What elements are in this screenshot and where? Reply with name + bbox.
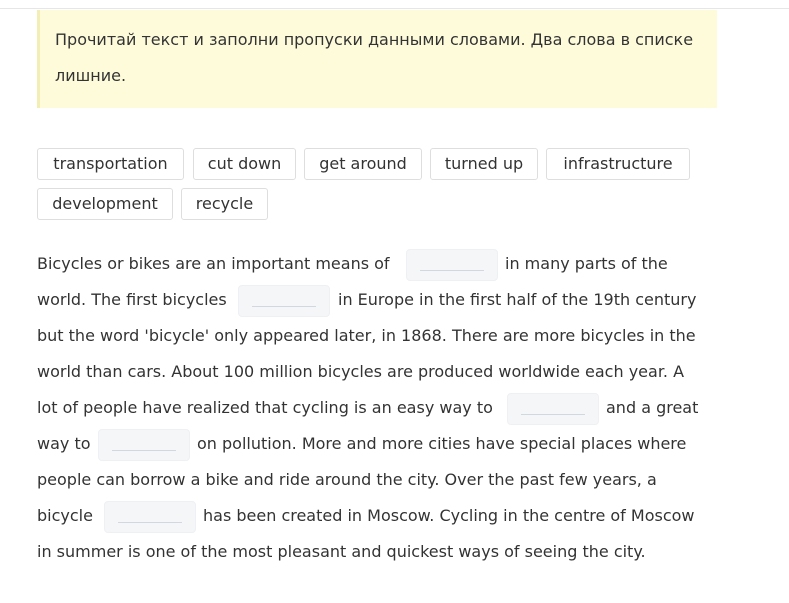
word-chip-infrastructure[interactable]: infrastructure — [546, 148, 690, 180]
word-chip-development[interactable]: development — [37, 188, 173, 220]
passage-text: Bicycles or bikes are an important means of — [37, 254, 390, 273]
passage-text: bicycle — [37, 506, 93, 525]
answer-gap-1[interactable] — [406, 249, 498, 281]
task-instruction: Прочитай текст и заполни пропуски данными словами. Два слова в списке лишние. — [55, 30, 694, 85]
passage-text: in Europe in the first half of the 19th century — [338, 290, 697, 309]
passage-text: in many parts of the — [505, 254, 668, 273]
word-chip-get-around[interactable]: get around — [304, 148, 422, 180]
answer-gap-5[interactable] — [104, 501, 196, 533]
passage-text: world than cars. About 100 million bicycles are produced worldwide each year. A — [37, 362, 685, 381]
word-chip-cut-down[interactable]: cut down — [193, 148, 296, 180]
answer-gap-3[interactable] — [507, 393, 599, 425]
answer-gap-4[interactable] — [98, 429, 190, 461]
word-chip-turned-up[interactable]: turned up — [430, 148, 538, 180]
word-chip-transportation[interactable]: transportation — [37, 148, 184, 180]
answer-gap-2[interactable] — [238, 285, 330, 317]
passage-text: on pollution. More and more cities have special places where — [197, 434, 687, 453]
word-chip-recycle[interactable]: recycle — [181, 188, 268, 220]
passage-text: in summer is one of the most pleasant and quickest ways of seeing the city. — [37, 542, 646, 561]
passage-text: people can borrow a bike and ride around the city. Over the past few years, a — [37, 470, 657, 489]
top-divider — [0, 8, 789, 9]
task-instruction-box — [37, 10, 717, 108]
passage-text: has been created in Moscow. Cycling in the centre of Moscow — [203, 506, 695, 525]
passage-text: way to — [37, 434, 91, 453]
passage-text: and a great — [606, 398, 699, 417]
passage-text: lot of people have realized that cycling is an easy way to — [37, 398, 493, 417]
passage-text: world. The first bicycles — [37, 290, 227, 309]
passage-text: but the word 'bicycle' only appeared later, in 1868. There are more bicycles in the — [37, 326, 696, 345]
